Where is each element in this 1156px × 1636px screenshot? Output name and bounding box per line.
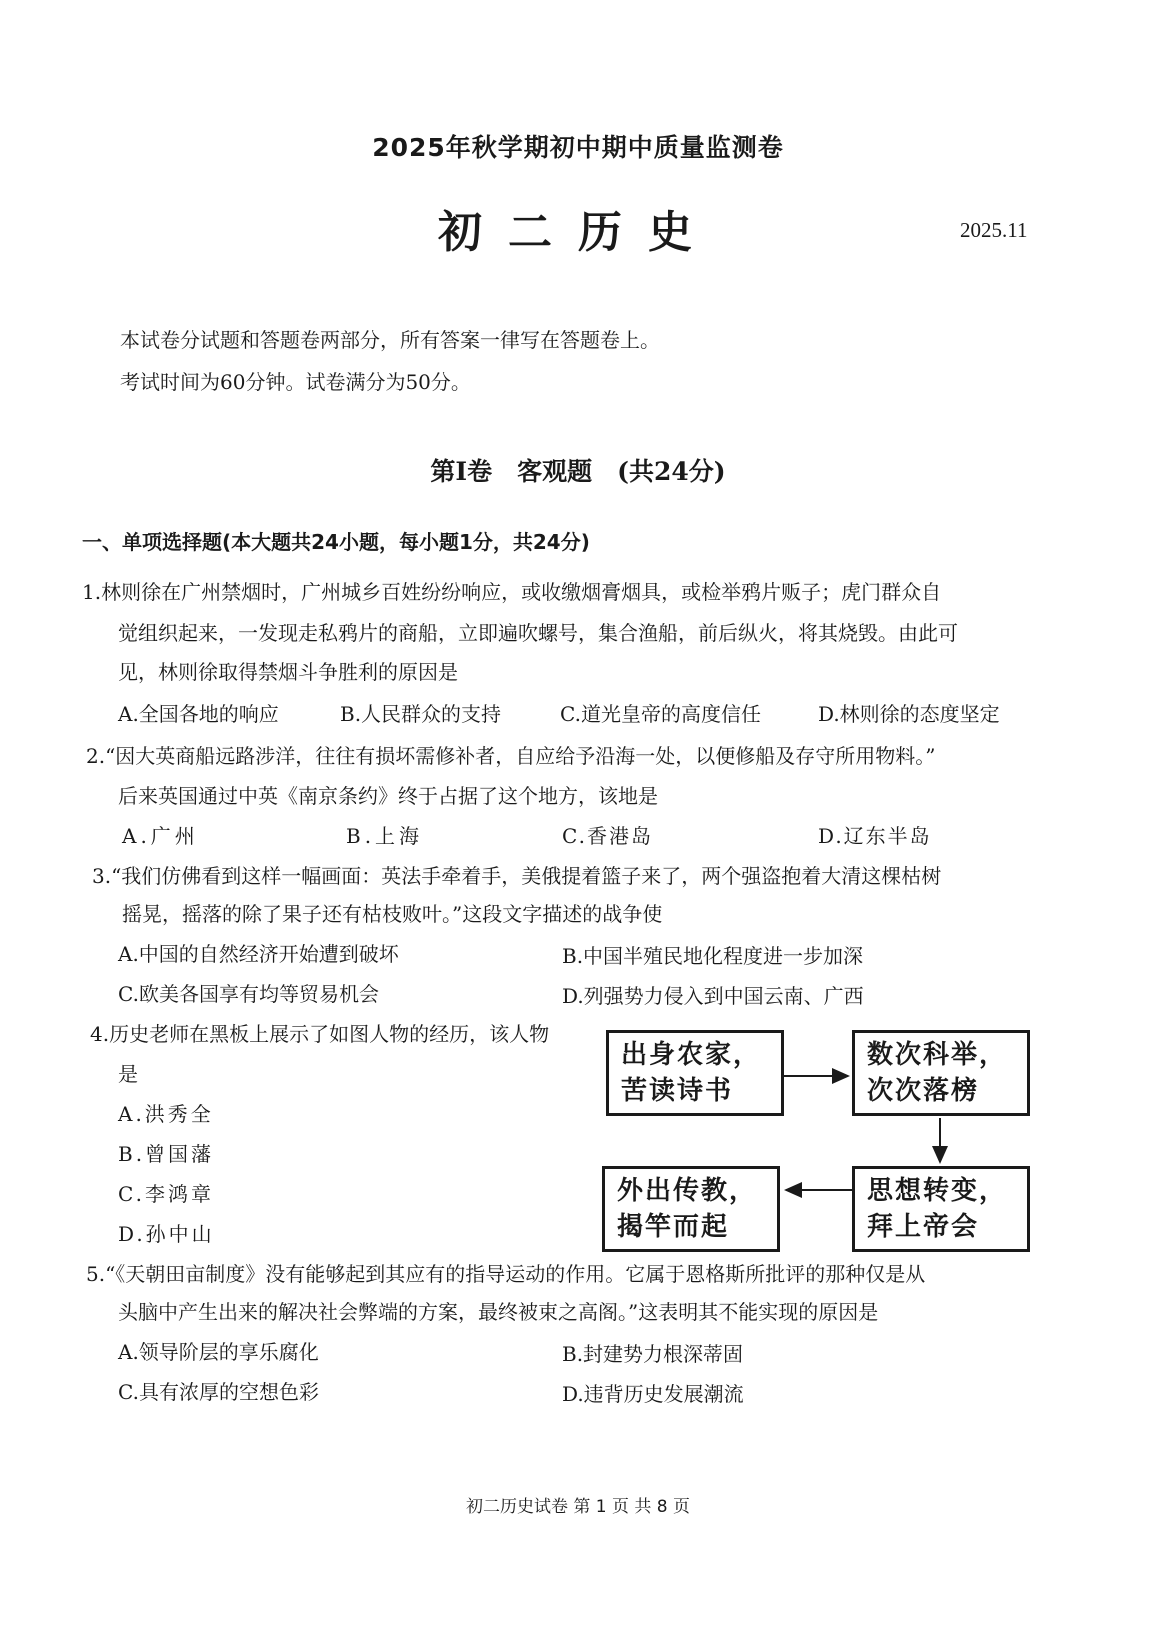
flow-step-3: [852, 1166, 1030, 1252]
experience-flowchart: [600, 1028, 1040, 1252]
question-text: 2.“因大英商船远路涉洋，往往有损坏需修补者，自应给予沿海一处，以便修船及存守所用物料。”: [86, 744, 936, 768]
option-d: D.林则徐的态度坚定: [818, 702, 1000, 726]
question-text: 头脑中产生出来的解决社会弊端的方案，最终被束之高阁。”这表明其不能实现的原因是: [118, 1300, 879, 1324]
flow-step-text: 思想转变，: [867, 1176, 1008, 1206]
option-b: B.上海: [346, 824, 424, 848]
question-text: 4.历史老师在黑板上展示了如图人物的经历，该人物: [90, 1022, 550, 1046]
option-d: D.辽东半岛: [818, 824, 932, 848]
option-b: B.封建势力根深蒂固: [562, 1342, 744, 1366]
option-a: A.中国的自然经济开始遭到破坏: [118, 942, 399, 966]
notice-line: 考试时间为60分钟。试卷满分为50分。: [120, 370, 471, 394]
option-c: C.香港岛: [562, 824, 653, 848]
question-text: 后来英国通过中英《南京条约》终于占据了这个地方，该地是: [118, 784, 658, 808]
question-text: 见，林则徐取得禁烟斗争胜利的原因是: [118, 660, 458, 684]
exam-title: 2025年秋学期初中期中质量监测卷: [372, 133, 784, 162]
flow-step-text: 外出传教，: [617, 1176, 758, 1206]
option-a: A.洪秀全: [118, 1102, 214, 1126]
option-b: B.人民群众的支持: [340, 702, 502, 726]
question-text: 觉组织起来，一发现走私鸦片的商船，立即遍吹螺号，集合渔船，前后纵火，将其烧毁。由此可: [118, 621, 958, 645]
flow-step-2: [852, 1030, 1030, 1116]
flow-step-text: 苦读诗书: [621, 1076, 734, 1106]
exam-date: 2025.11: [960, 218, 1028, 242]
flow-step-text: 数次科举，: [867, 1040, 1008, 1070]
question-text: 1.林则徐在广州禁烟时，广州城乡百姓纷纷响应，或收缴烟膏烟具，或检举鸦片贩子；虎门群众自: [82, 580, 942, 604]
option-a: A.广州: [122, 824, 199, 848]
option-b: B.中国半殖民地化程度进一步加深: [562, 944, 864, 968]
option-c: C.道光皇帝的高度信任: [560, 702, 761, 726]
option-d: D.孙中山: [118, 1222, 215, 1246]
option-a: A.全国各地的响应: [118, 702, 279, 726]
option-c: C.欧美各国享有均等贸易机会: [118, 982, 379, 1006]
page-footer: 初二历史试卷 第 1 页 共 8 页: [465, 1497, 691, 1517]
flow-step-1: [606, 1030, 784, 1116]
flow-step-text: 拜上帝会: [867, 1212, 980, 1242]
notice-line: 本试卷分试题和答题卷两部分，所有答案一律写在答题卷上。: [120, 328, 660, 352]
option-b: B.曾国藩: [118, 1142, 215, 1166]
flow-step-text: 揭竿而起: [617, 1212, 730, 1242]
question-text: 是: [118, 1062, 138, 1086]
question-text: 摇晃，摇落的除了果子还有枯枝败叶。”这段文字描述的战争使: [122, 902, 663, 926]
subject-title: 初二历史: [438, 207, 718, 258]
flow-step-text: 出身农家，: [621, 1040, 762, 1070]
question-text: 5.“《天朝田亩制度》没有能够起到其应有的指导运动的作用。它属于恩格斯所批评的那种仅是从: [86, 1262, 926, 1286]
section-title: 一、单项选择题(本大题共24小题，每小题1分，共24分): [82, 530, 590, 554]
flow-step-text: 次次落榜: [867, 1076, 980, 1106]
part-title: 第Ⅰ卷 客观题 (共24分): [430, 457, 726, 486]
option-c: C.李鸿章: [118, 1182, 214, 1206]
question-text: 3.“我们仿佛看到这样一幅画面：英法手牵着手，美俄提着篮子来了，两个强盗抱着大清这棵枯树: [92, 864, 942, 888]
option-d: D.列强势力侵入到中国云南、广西: [562, 984, 864, 1008]
flow-step-4: [602, 1166, 780, 1252]
option-d: D.违背历史发展潮流: [562, 1382, 744, 1406]
option-a: A.领导阶层的享乐腐化: [118, 1340, 319, 1364]
option-c: C.具有浓厚的空想色彩: [118, 1380, 319, 1404]
